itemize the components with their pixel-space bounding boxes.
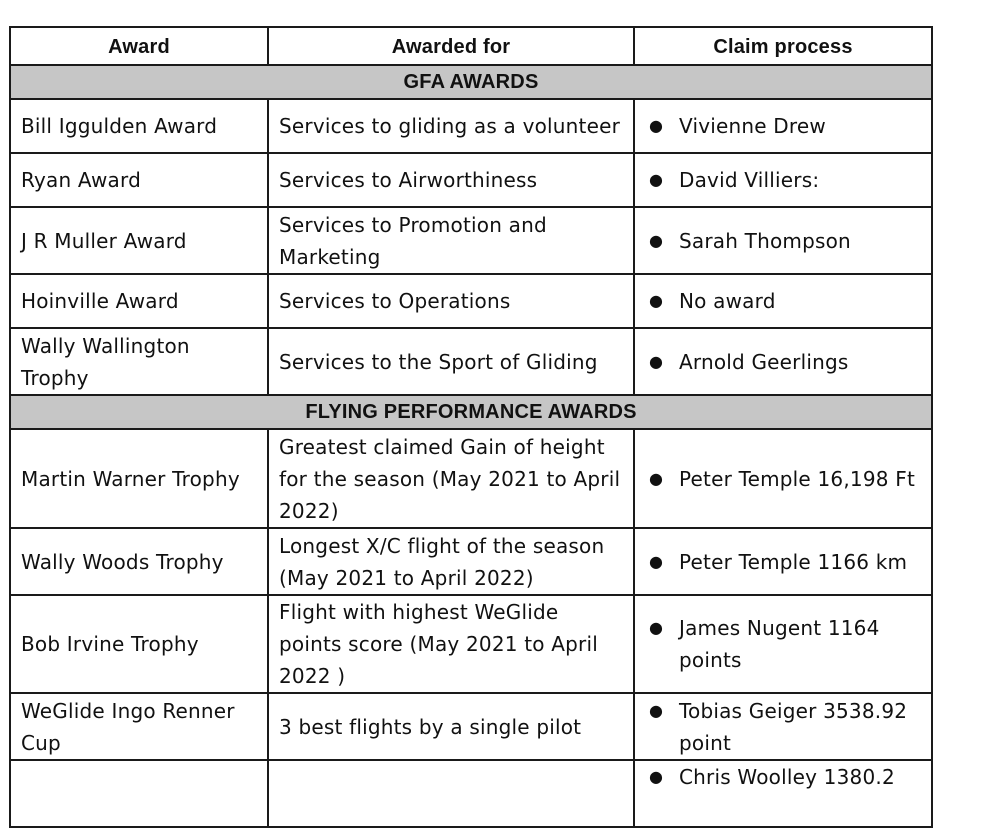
table-row [10, 528, 932, 595]
header-award: Award [10, 27, 268, 65]
header-claim-process: Claim process [634, 27, 932, 65]
award-name [10, 760, 268, 827]
bullet-icon: ● [649, 291, 664, 310]
header-row [10, 27, 932, 65]
award-name: Bob Irvine Trophy [10, 595, 268, 693]
bullet-icon: ● [649, 618, 664, 637]
bullet-icon: ● [649, 767, 664, 786]
claim-text: Tobias Geiger 3538.92 point [679, 698, 908, 755]
awarded-for: Longest X/C flight of the season (May 2021 to April 2022) [268, 528, 634, 595]
claim-text: No award [679, 289, 776, 313]
awarded-for: Greatest claimed Gain of height for the season (May 2021 to April 2022) [268, 429, 634, 528]
claim-process [634, 274, 932, 328]
bullet-icon: ● [649, 116, 664, 135]
claim-process [634, 595, 932, 693]
table-row [10, 760, 932, 827]
awarded-for: Services to Promotion and Marketing [268, 207, 634, 274]
table-row [10, 274, 932, 328]
claim-text: Sarah Thompson [679, 228, 851, 253]
claim-text: Chris Woolley 1380.2 [679, 765, 895, 789]
awarded-for [268, 760, 634, 827]
awarded-for: 3 best flights by a single pilot [268, 693, 634, 760]
awards-table [9, 26, 933, 828]
claim-text: David Villiers: [679, 168, 820, 192]
claim-text: James Nugent 1164 points [679, 616, 880, 672]
awarded-for: Services to Operations [268, 274, 634, 328]
claim-process [634, 207, 932, 274]
bullet-icon: ● [649, 230, 664, 250]
table-row [10, 207, 932, 274]
claim-process [634, 153, 932, 207]
table-row [10, 429, 932, 528]
claim-process [634, 429, 932, 528]
award-name: Bill Iggulden Award [10, 99, 268, 153]
section-title: GFA AWARDS [10, 65, 932, 99]
awarded-for: Services to the Sport of Gliding [268, 328, 634, 395]
section-header-flying-performance [10, 395, 932, 429]
table-row [10, 99, 932, 153]
claim-process [634, 328, 932, 395]
table-row [10, 328, 932, 395]
claim-process [634, 760, 932, 827]
bullet-icon: ● [649, 468, 664, 488]
claim-text: Vivienne Drew [679, 114, 826, 138]
header-awarded-for: Awarded for [268, 27, 634, 65]
claim-process [634, 99, 932, 153]
claim-process [634, 528, 932, 595]
award-name: Hoinville Award [10, 274, 268, 328]
bullet-icon: ● [649, 551, 664, 571]
awarded-for: Services to gliding as a volunteer [268, 99, 634, 153]
bullet-icon: ● [649, 700, 664, 720]
section-title: FLYING PERFORMANCE AWARDS [10, 395, 932, 429]
claim-text: Arnold Geerlings [679, 349, 849, 374]
awarded-for: Flight with highest WeGlide points score (May 2021 to April 2022 ) [268, 595, 634, 693]
claim-text: Peter Temple 1166 km [679, 549, 908, 574]
award-name: J R Muller Award [10, 207, 268, 274]
table-row [10, 153, 932, 207]
award-name: Wally Wallington Trophy [10, 328, 268, 395]
award-name: WeGlide Ingo Renner Cup [10, 693, 268, 760]
claim-text: Peter Temple 16,198 Ft [679, 466, 915, 491]
awarded-for: Services to Airworthiness [268, 153, 634, 207]
award-name: Martin Warner Trophy [10, 429, 268, 528]
award-name: Ryan Award [10, 153, 268, 207]
bullet-icon: ● [649, 170, 664, 189]
section-header-gfa [10, 65, 932, 99]
bullet-icon: ● [649, 351, 664, 371]
award-name: Wally Woods Trophy [10, 528, 268, 595]
table-row [10, 595, 932, 693]
